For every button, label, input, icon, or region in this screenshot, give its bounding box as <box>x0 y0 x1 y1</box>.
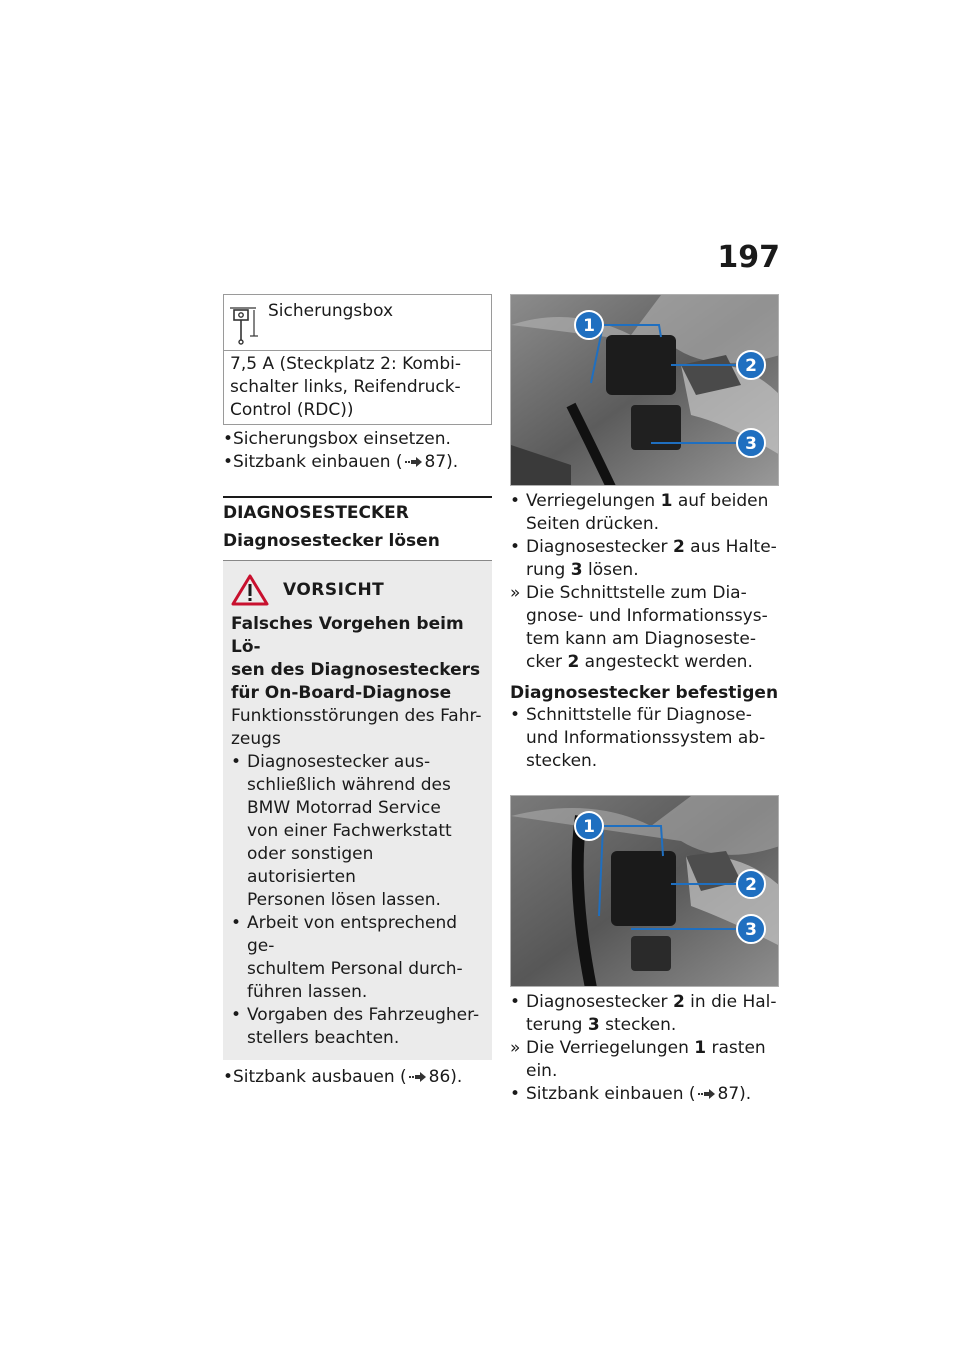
fuse-table-header-label: Sicherungsbox <box>268 301 394 321</box>
photo-diagnostic-connector-fasten <box>510 795 779 987</box>
svg-text:1: 1 <box>583 817 595 837</box>
callout-3 <box>737 915 765 943</box>
step-install-seat-final: • Sitzbank einbauen ( 87). <box>510 1084 752 1104</box>
subsection-title-fasten: Diagnosestecker befestigen <box>510 683 779 703</box>
fuse-line: 7,5 A (Steckplatz 2: Kombi- <box>230 354 461 374</box>
step-remove-seat: • Sitzbank ausbauen ( 86). <box>223 1067 463 1087</box>
svg-text:3: 3 <box>745 920 757 940</box>
callout-2 <box>737 351 765 379</box>
svg-text:3: 3 <box>745 434 757 454</box>
step-detach-connector: • Diagnosestecker 2 aus Halte- rung 3 lösen. <box>510 537 777 580</box>
left-column <box>223 294 492 1089</box>
warning-text-line: zeugs <box>231 729 281 749</box>
right-column <box>510 294 779 1106</box>
warning-bold-line: Falsches Vorgehen beim Lö- <box>231 614 464 657</box>
warning-item: • Vorgaben des Fahrzeugher- stellers beachten. <box>231 1005 480 1048</box>
step-disconnect-interface: • Schnittstelle für Diagnose- und Informationssystem ab- stecken. <box>510 705 766 771</box>
fuse-line: schalter links, Reifendruck- <box>230 377 461 397</box>
svg-text:2: 2 <box>745 875 757 895</box>
step-install-seat: • Sitzbank einbauen ( 87). <box>223 452 459 472</box>
warning-box <box>223 561 492 1060</box>
callout-2 <box>737 870 765 898</box>
step-press-locks: • Verriegelungen 1 auf beiden Seiten drücken. <box>510 491 769 534</box>
arrow-right-icon <box>698 1088 716 1100</box>
section-rule <box>223 496 492 498</box>
callout-1 <box>575 812 603 840</box>
fuse-icon <box>230 300 262 346</box>
step-insert-connector: • Diagnosestecker 2 in die Hal- terung 3 stecken. <box>510 992 777 1035</box>
warning-text-line: Funktionsstörungen des Fahr- <box>231 706 482 726</box>
fuse-table-body <box>224 351 491 424</box>
svg-text:2: 2 <box>745 356 757 376</box>
fuse-line: Control (RDC)) <box>230 400 354 420</box>
warning-label: VORSICHT <box>283 580 385 600</box>
engine-bay-image <box>511 796 779 987</box>
warning-triangle-icon <box>231 574 269 606</box>
warning-item: • Diagnosestecker aus- schließlich während des BMW Motorrad Service von einer Fachwerkstatt oder sonstigen autorisierten Personen lösen lassen. <box>231 752 452 910</box>
step-insert-fusebox: • Sicherungsbox einsetzen. <box>223 429 451 449</box>
warning-title <box>231 571 484 609</box>
fuse-table <box>223 294 492 425</box>
page-number: 197 <box>717 240 780 275</box>
arrow-right-icon <box>405 456 423 468</box>
warning-bold-line: sen des Diagnosesteckers <box>231 660 481 680</box>
subsection-title-release: Diagnosestecker lösen <box>223 531 440 551</box>
photo-diagnostic-connector-release <box>510 294 779 486</box>
arrow-right-icon <box>409 1071 427 1083</box>
section-title: DIAGNOSESTECKER <box>223 503 409 523</box>
warning-item: • Arbeit von entsprechend ge- schultem Personal durch- führen lassen. <box>231 913 463 1002</box>
warning-bold-line: für On-Board-Diagnose <box>231 683 452 703</box>
step-result-locks: » Die Verriegelungen 1 rasten ein. <box>510 1038 766 1081</box>
callout-1 <box>575 311 603 339</box>
step-result-interface: » Die Schnittstelle zum Dia- gnose- und Informationssys- tem kann am Diagnoseste- cker 2 angesteckt werden. <box>510 583 768 672</box>
engine-bay-image <box>511 295 779 486</box>
fuse-table-header <box>224 295 491 351</box>
callout-3 <box>737 429 765 457</box>
svg-text:1: 1 <box>583 316 595 336</box>
